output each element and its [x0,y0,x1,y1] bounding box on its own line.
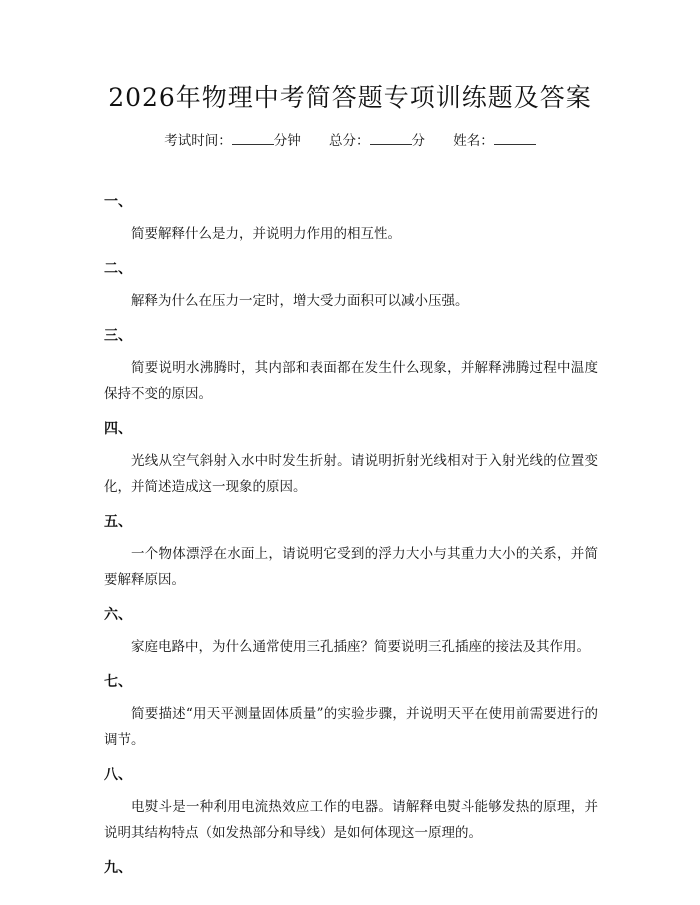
question-number: 七、 [104,674,132,690]
question-text: 解释为什么在压力一定时，增大受力面积可以减小压强。 [131,293,469,309]
question-number: 九、 [104,860,132,876]
question-item [104,672,598,753]
question-text: 电熨斗是一种利用电流热效应工作的电器。请解释电熨斗能够发热的原理，并说明其结构特点（如发热部分和导线）是如何体现这一原理的。 [104,799,598,841]
question-number: 一、 [104,194,132,210]
question-item [104,512,598,593]
question-item [104,605,598,660]
question-item [104,259,598,314]
student-name-field [453,130,536,152]
exam-time-field [164,130,301,152]
exam-time-label: 考试时间： [164,133,232,149]
total-score-unit: 分 [411,133,425,149]
question-item [104,765,598,846]
total-score-field [329,130,425,152]
student-name-blank[interactable] [494,132,536,145]
question-text: 家庭电路中，为什么通常使用三孔插座？简要说明三孔插座的接法及其作用。 [131,639,590,655]
exam-time-blank[interactable] [232,132,274,145]
question-item [104,419,598,500]
question-item [104,858,598,878]
total-score-blank[interactable] [370,132,412,145]
question-number: 六、 [104,607,132,623]
student-name-label: 姓名： [453,133,494,149]
exam-time-unit: 分钟 [273,133,301,149]
question-text: 简要解释什么是力，并说明力作用的相互性。 [131,226,401,242]
total-score-label: 总分： [329,133,370,149]
question-text: 光线从空气斜射入水中时发生折射。请说明折射光线相对于入射光线的位置变化，并简述造成这一现象的原因。 [104,453,598,495]
exam-info-line [0,130,700,152]
document-title: 2026年物理中考简答题专项训练题及答案 [108,83,592,112]
question-list [104,192,598,878]
question-number: 三、 [104,328,132,344]
question-text: 一个物体漂浮在水面上，请说明它受到的浮力大小与其重力大小的关系，并简要解释原因。 [104,546,598,588]
question-number: 五、 [104,514,132,530]
question-item [104,326,598,407]
question-number: 二、 [104,261,132,277]
question-number: 八、 [104,767,132,783]
question-text: 简要描述“用天平测量固体质量”的实验步骤，并说明天平在使用前需要进行的调节。 [104,706,598,748]
question-number: 四、 [104,421,132,437]
question-item [104,192,598,247]
question-text: 简要说明水沸腾时，其内部和表面都在发生什么现象，并解释沸腾过程中温度保持不变的原因。 [104,360,598,402]
